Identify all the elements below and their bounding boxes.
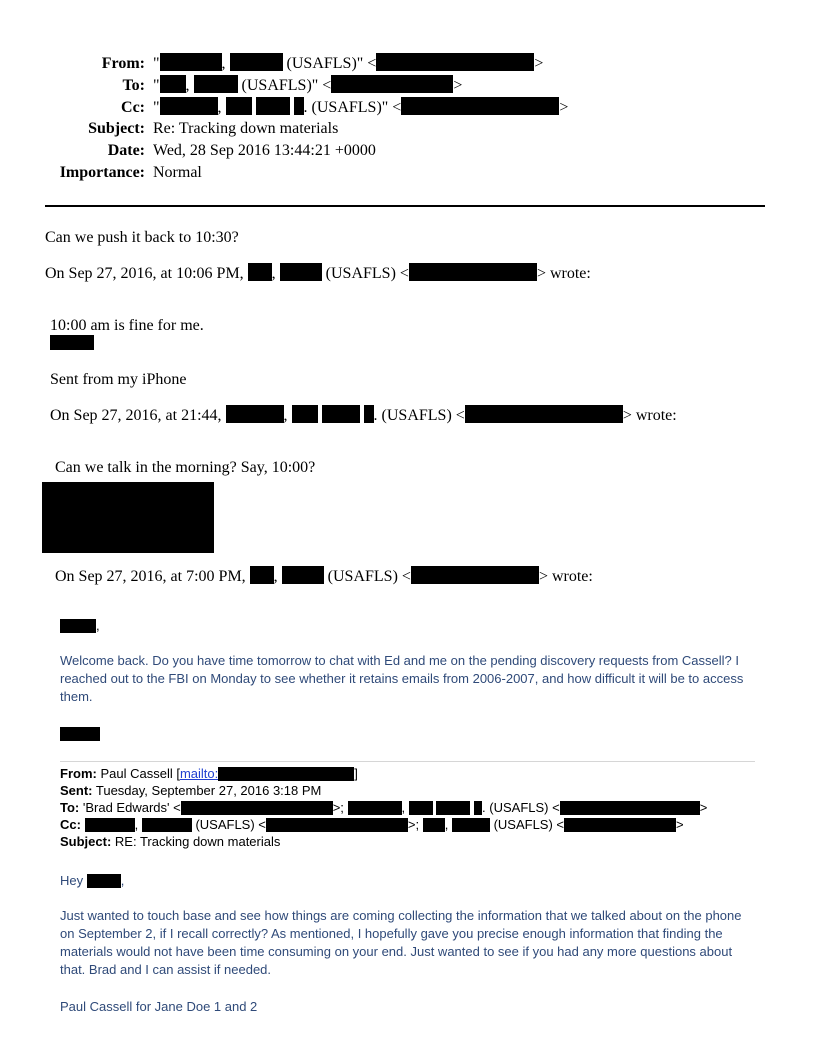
outlook-to-row: To: 'Brad Edwards' < >; , . (USAFLS) < > [60, 800, 708, 815]
redaction [292, 405, 318, 423]
redaction [474, 801, 482, 815]
header-importance-label: Importance: [59, 164, 145, 181]
redaction [294, 97, 304, 115]
redaction [226, 97, 252, 115]
redaction [376, 53, 534, 71]
header-date-row [40, 141, 740, 161]
quote-header-2: On Sep 27, 2016, at 21:44, , . (USAFLS) < > wrote: [50, 407, 677, 424]
redaction [282, 566, 324, 584]
header-to-row: To: " , (USAFLS)" < > [40, 75, 740, 96]
header-from-value: (USAFLS)" < [286, 55, 377, 72]
message-text-4: Welcome back. Do you have time tomorrow to chat with Ed and me on the pending discovery requests from Cassell? I reached out to the FBI on Monday to see whether it retains emails from 2006-2007, and how difficult it will be to access them. [60, 653, 744, 704]
header-subject-value: Re: Tracking down materials [153, 120, 339, 137]
redaction [50, 335, 94, 350]
redaction [60, 727, 100, 741]
header-date-value: Wed, 28 Sep 2016 13:44:21 +0000 [153, 142, 376, 159]
redaction [364, 405, 374, 423]
quote-header-1: On Sep 27, 2016, at 10:06 PM, , (USAFLS) < > wrote: [45, 265, 591, 282]
redaction [226, 405, 284, 423]
outlook-greeting: Hey , [60, 873, 125, 888]
header-date-label: Date: [107, 142, 145, 159]
redaction [160, 75, 186, 93]
redaction [250, 566, 274, 584]
redaction [160, 97, 218, 115]
redaction [452, 818, 490, 832]
header-to-label: To: [122, 77, 145, 94]
outlook-body-text: Just wanted to touch base and see how things are coming collecting the information that we talked about on the phone on September 2, if I recall correctly? As mentioned, I hopefully gave you precise enough information that finding the materials would not have been time consuming on your end. Just wanted to see if you had any more questions about that. Brad and I can assist if needed. [60, 908, 742, 977]
quote-header-3: On Sep 27, 2016, at 7:00 PM, , (USAFLS) < > wrote: [55, 568, 593, 585]
message-reply-text: Can we push it back to 10:30? [45, 229, 239, 246]
redaction [60, 619, 96, 633]
redaction [85, 818, 135, 832]
redaction [266, 818, 408, 832]
header-divider [45, 205, 765, 207]
redaction [411, 566, 539, 584]
message-text-3: Can we talk in the morning? Say, 10:00? [55, 459, 316, 476]
redaction [409, 801, 433, 815]
header-subject-row [40, 119, 740, 139]
redaction [181, 801, 333, 815]
salutation: , [60, 618, 100, 633]
redaction [248, 263, 272, 281]
redaction [560, 801, 700, 815]
header-subject-label: Subject: [88, 120, 145, 137]
redaction [348, 801, 402, 815]
outlook-cc-row: Cc: , (USAFLS) < >; , (USAFLS) < > [60, 817, 684, 832]
outlook-subject-row: Subject: RE: Tracking down materials [60, 834, 281, 849]
redaction [280, 263, 322, 281]
header-cc-value: . (USAFLS)" < [303, 99, 402, 116]
redaction [436, 801, 470, 815]
redaction [423, 818, 445, 832]
redaction [87, 874, 121, 888]
outlook-divider [60, 761, 755, 762]
redaction [409, 263, 537, 281]
redaction [218, 767, 354, 781]
redaction [564, 818, 676, 832]
sent-from-signature: Sent from my iPhone [50, 371, 187, 388]
redaction [465, 405, 623, 423]
redaction-block [42, 482, 214, 553]
redaction [160, 53, 222, 71]
header-to-value: (USAFLS)" < [241, 77, 332, 94]
redaction [322, 405, 360, 423]
redaction [331, 75, 453, 93]
mailto-link[interactable]: mailto: [179, 766, 219, 781]
redaction [256, 97, 290, 115]
outlook-from-row: From: Paul Cassell [mailto: ] [60, 766, 358, 781]
header-from-row: From: " , (USAFLS)" < > [40, 53, 740, 74]
message-text-2: 10:00 am is fine for me. [50, 317, 204, 334]
header-from-label: From: [101, 55, 145, 72]
header-importance-value: Normal [153, 164, 202, 181]
header-cc-label: Cc: [121, 99, 145, 116]
redaction [142, 818, 192, 832]
redaction [401, 97, 559, 115]
redaction [230, 53, 283, 71]
header-cc-row: Cc: " , . (USAFLS)" < > [40, 97, 740, 118]
redaction [194, 75, 238, 93]
outlook-signature: Paul Cassell for Jane Doe 1 and 2 [60, 999, 258, 1014]
header-importance-row [40, 163, 740, 183]
outlook-sent-row: Sent: Tuesday, September 27, 2016 3:18 PM [60, 783, 322, 798]
